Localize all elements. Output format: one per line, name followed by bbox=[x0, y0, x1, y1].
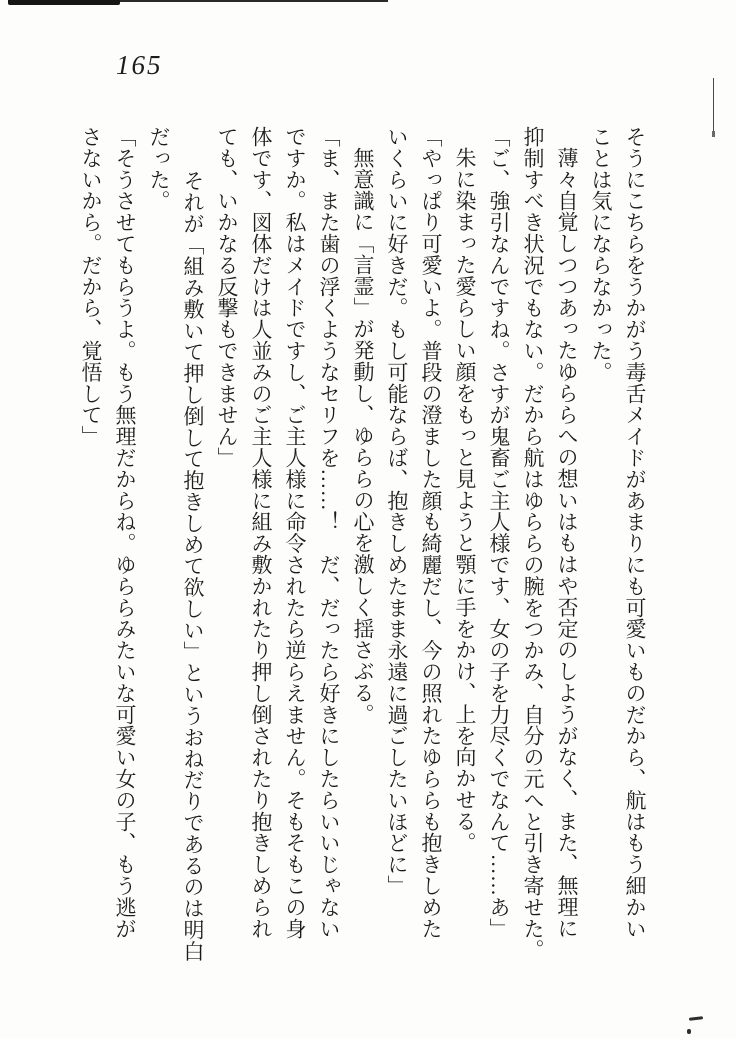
text-line: そうにこちらをうかがう毒舌メイドがあまりにも可愛いものだから、航はもう細かい bbox=[623, 126, 647, 940]
text-line: ことは気にならなかった。 bbox=[589, 126, 613, 383]
text-line: 「ま、また歯の浮くようなセリフを……！ だ、だったら好きにしたらいいじゃない bbox=[317, 126, 341, 940]
scan-artifact-top-edge-right bbox=[120, 0, 388, 2]
scan-artifact-top-edge-left bbox=[8, 0, 120, 5]
text-line: それが「組み敷いて押し倒して抱きしめて欲しい」というおねだりであるのは明白 bbox=[181, 170, 205, 962]
scan-artifact-hairline bbox=[713, 78, 714, 133]
text-line: ても、いかなる反撃もできません」 bbox=[215, 126, 239, 469]
text-line: 無意識に「言霊」が発動し、ゆららの心を激しく揺さぶる。 bbox=[351, 147, 375, 725]
text-line: 「やっぱり可愛いよ。普段の澄ました顔も綺麗だし、今の照れたゆららも抱きしめた bbox=[419, 126, 443, 940]
scan-artifact-ink-dot bbox=[687, 1029, 691, 1034]
text-line: 薄々自覚しつつあったゆららへの想いはもはや否定のしようがなく、また、無理に bbox=[555, 147, 579, 939]
text-line: ですか。私はメイドですし、ご主人様に命令されたら逆らえません。そもそもこの身 bbox=[283, 126, 307, 940]
page-number: 165 bbox=[116, 50, 163, 80]
text-line: だった。 bbox=[147, 126, 171, 212]
text-line: 「ご、強引なんですね。さすが鬼畜ご主人様です、女の子を力尽くでなんて……あ」 bbox=[487, 126, 511, 940]
text-body bbox=[74, 126, 652, 968]
text-line: 体です、図体だけは人並みのご主人様に組み敷かれたり押し倒されたり抱きしめられ bbox=[249, 126, 273, 940]
text-line: いくらいに好きだ。もし可能ならば、抱きしめたまま永遠に過ごしたいほどに」 bbox=[385, 126, 409, 897]
text-line: さないから。だから、覚悟して」 bbox=[79, 126, 103, 447]
text-line: 抑制すべき状況でもない。だから航はゆららの腕をつかみ、自分の元へと引き寄せた。 bbox=[521, 126, 545, 961]
text-line: 朱に染まった愛らしい顔をもっと見ようと顎に手をかけ、上を向かせる。 bbox=[453, 147, 477, 854]
scan-artifact-ink-dash bbox=[689, 1016, 703, 1020]
text-line: 「そうさせてもらうよ。もう無理だからね。ゆららみたいな可愛い女の子、もう逃が bbox=[113, 126, 137, 940]
